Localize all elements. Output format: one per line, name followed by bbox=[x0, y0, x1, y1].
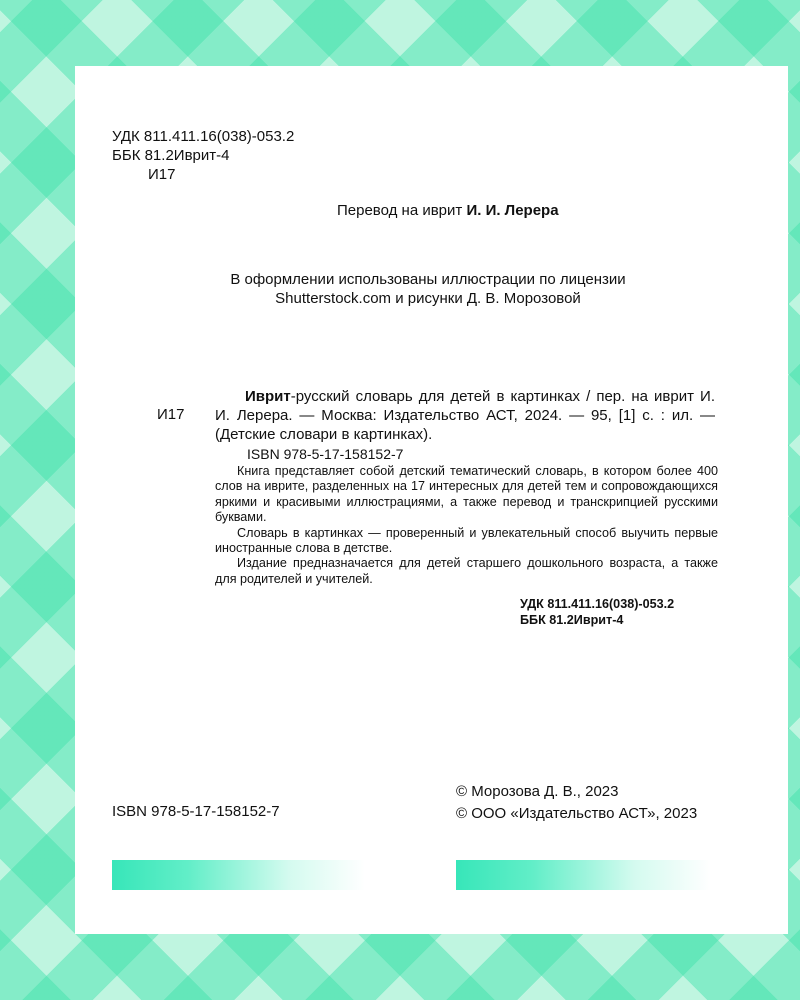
translator-line bbox=[337, 202, 559, 219]
copyright-publisher: © ООО «Издательство АСТ», 2023 bbox=[456, 805, 698, 822]
annotation bbox=[215, 464, 718, 587]
udk-code: УДК 811.411.16(038)-053.2 bbox=[112, 128, 295, 145]
translator-prefix: Перевод на иврит bbox=[337, 202, 463, 219]
entry-cutter: И17 bbox=[157, 406, 185, 423]
bottom-udk: УДК 811.411.16(038)-053.2 bbox=[520, 597, 675, 611]
footer-isbn: ISBN 978-5-17-158152-7 bbox=[112, 803, 280, 820]
bottom-bbk: ББК 81.2Иврит-4 bbox=[520, 613, 624, 627]
decorative-bar-left bbox=[112, 860, 365, 890]
annotation-paragraph-1: Книга представляет собой детский тематический словарь, в котором более 400 слов на иврите, разделенных на 17 интересных для детей тем и сопровождающихся яркими и красивыми иллюстрациями, а также перевод и транскрипцией русскими буквами. bbox=[215, 464, 718, 525]
copyright-block bbox=[456, 781, 697, 825]
entry-isbn: ISBN 978-5-17-158152-7 bbox=[247, 446, 404, 462]
author-mark: И17 bbox=[148, 166, 176, 183]
illustrations-line-1: В оформлении использованы иллюстрации по лицензии bbox=[230, 271, 626, 288]
imprint-page bbox=[75, 66, 788, 934]
entry-title: Иврит bbox=[245, 388, 291, 405]
annotation-paragraph-3: Издание предназначается для детей старшего дошкольного возраста, а также для родителей и учителей. bbox=[215, 556, 718, 586]
bottom-classification bbox=[520, 596, 674, 628]
decorative-bar-right bbox=[456, 860, 711, 890]
entry-text: -русский словарь для детей в картинках / пер. на иврит И. И. Лерера. — Москва: Издательство АСТ, 2024. — 95, [1] с. : ил. — (Детские словари в картинках). bbox=[215, 388, 715, 443]
bbk-code: ББК 81.2Иврит-4 bbox=[112, 147, 230, 164]
translator-name: И. И. Лерера bbox=[466, 202, 559, 219]
classification-block bbox=[112, 127, 294, 184]
bibliographic-entry bbox=[215, 387, 715, 444]
illustrations-line-2: Shutterstock.com и рисунки Д. В. Морозовой bbox=[275, 290, 581, 307]
illustrations-credit bbox=[108, 270, 748, 308]
copyright-author: © Морозова Д. В., 2023 bbox=[456, 783, 619, 800]
annotation-paragraph-2: Словарь в картинках — проверенный и увлекательный способ выучить первые иностранные слова в детстве. bbox=[215, 525, 718, 556]
